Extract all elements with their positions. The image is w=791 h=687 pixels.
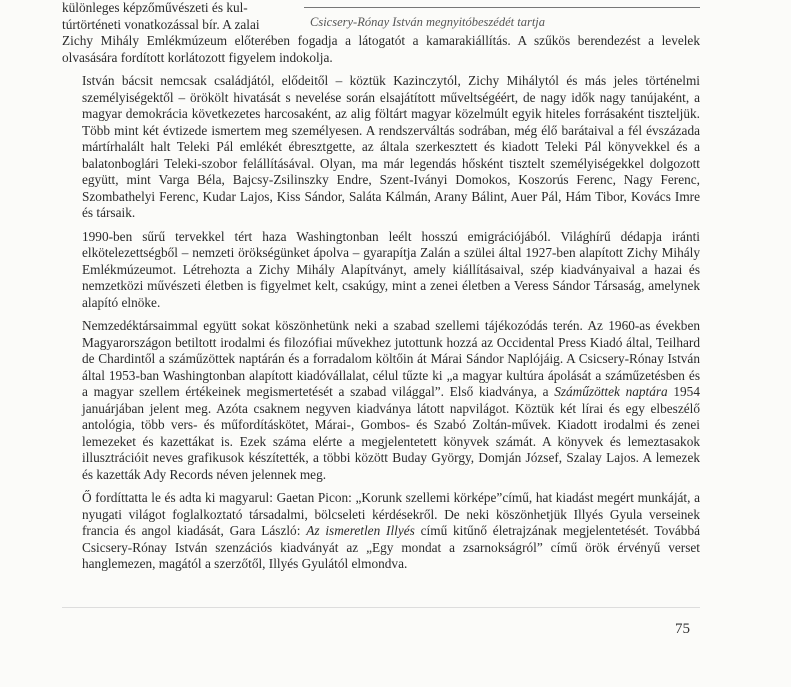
paragraph-4-part-b: című kitűnő életrajzának megjelentetését. Továbbá Csicsery-Rónay István szenzációs kiadványát az „Egy mondat a zsarnokságról” című örök érvényű verset hanglemezen, magától a szerzőtől, Illyés Gyulától elmondva.: [82, 523, 701, 571]
paragraph-1: István bácsit nemcsak családjától, elődeitől – köztük Kazinczytól, Zichy Mihálytól és más jeles történelmi személyiségektől – örökölt hivatását s nevelése során elsajátított műveltségéért, de nagy idők nagy tanújaként, a magyar demokrácia következetes harcosaként, az alig föltárt magyar közelmúlt egyik hiteles forrásaként tiszteljük. Több mint két évtizede ismertem meg személyesen. A rendszerváltás sodrában, még élő barátaival a fél évszázada mártírhalált halt Teleki Pál emlékét ébresztgette, az általa szerkesztett és kiadott Teleki Pál könyvekkel és a balatonboglári Teleki-szobor felállításával. Olyan, ma már legendás hősként tisztelt személyiségekkel dolgozott együtt, mint Varga Béla, Bajcsy-Zsilinszky Endre, Szent-Iványi Domokos, Koszorús Ferenc, Nagy Ferenc, Szombathelyi Ferenc, Kudar Lajos, Kiss Sándor, Saláta Kálmán, Arany Bálint, Auer Pál, Hám Tibor, Kovács Imre és társaik.: [82, 73, 700, 220]
paragraph-3-part-a: Nemzedéktársaimmal együtt sokat köszönhetünk neki a szabad szellemi tájékozódás terén. Az 1960-as években Magyarországon betiltott irodalmi és filozófiai művekhez jutottunk hozzá az Occidental Press Kiadó által, Teilhard de Chardintől a száműzöttek naptárán és a forradalom költőin át Márai Sándor Naplójáig. A Csicsery-Rónay István által 1953-ban Washingtonban alapított kiadóvállalat, célul tűzte ki „a magyar kultúra ápolását a száműzetésben és a magyar szellem értékeinek megismertetését a szabad világgal”. Első kiadványa, a: [82, 318, 700, 399]
book-title-szamuzottek: Száműzöttek naptára: [554, 384, 668, 399]
top-left-text: [62, 0, 300, 33]
top-row: [62, 0, 700, 33]
body-text: [62, 0, 700, 580]
paragraph-4: [62, 490, 700, 573]
intro-paragraph: Zichy Mihály Emlékmúzeum előterében fogadja a látogatót a kamarakiállítás. A szűkös berendezést a levelek olvasására fordított korlátozott figyelem indokolja.: [62, 33, 700, 65]
book-title-ismeretlen-illyes: Az ismeretlen Illyés: [306, 523, 415, 538]
caption-rule: [304, 7, 700, 8]
top-line-1: különleges képzőművészeti és kul-: [62, 0, 248, 15]
top-line-2: túrtörténeti vonatkozással bír. A zalai: [62, 16, 260, 32]
paragraph-3-part-b: 1954 januárjában jelent meg. Azóta csaknem negyven kiadványa látott napvilágot. Köztük két lírai és egy elbeszélő antológia, több vers- és műfordításkötet, Márai-, Gombos- és Szabó Zoltán-művek. Kiadott irodalmi és zenei lemezeket és kazettákat is. Ezek száma elérte a megjelentetett könyvek számát. A könyvek és lemeztasakok illusztrációit neves grafikusok készítették, a többi között Buday György, Domján József, Szalay Lajos. A lemezek és kazetták Ady Records néven jelennek meg.: [82, 384, 700, 482]
paragraph-4-part-a: Ő fordíttatta le és adta ki magyarul: Gaetan Picon: „Korunk szellemi körképe”című, hat kiadást megért munkáját, a nyugati világot foglalkoztató társadalmi, bölcseleti kérdésekről. De neki köszönhetjük Illyés Gyula verseinek francia és angol kiadását, Gara László:: [82, 490, 700, 538]
paragraph-3: [62, 318, 700, 483]
photo-caption: Csicsery-Rónay István megnyitóbeszédét tartja: [310, 15, 546, 29]
paragraph-2: 1990-ben sűrű tervekkel tért haza Washingtonban leélt hosszú emigrációjából. Világhírű dédapja iránti elkötelezettségből – nemzeti örökségünket ápolva – gyarapítja Zalán a szülei által 1927-ben alapított Zichy Mihály Emlékmúzeumot. Létrehozta a Zichy Mihály Alapítványt, amely kiállításaival, szép kiadványaival a hazai és nemzetközi művészeti életben is figyelmet kelt, csakúgy, mint a zenei életben a Veress Sándor Társaság, amelynek alapító elnöke.: [82, 228, 700, 310]
page-number: 75: [675, 621, 690, 637]
footer-rule: [62, 607, 700, 608]
